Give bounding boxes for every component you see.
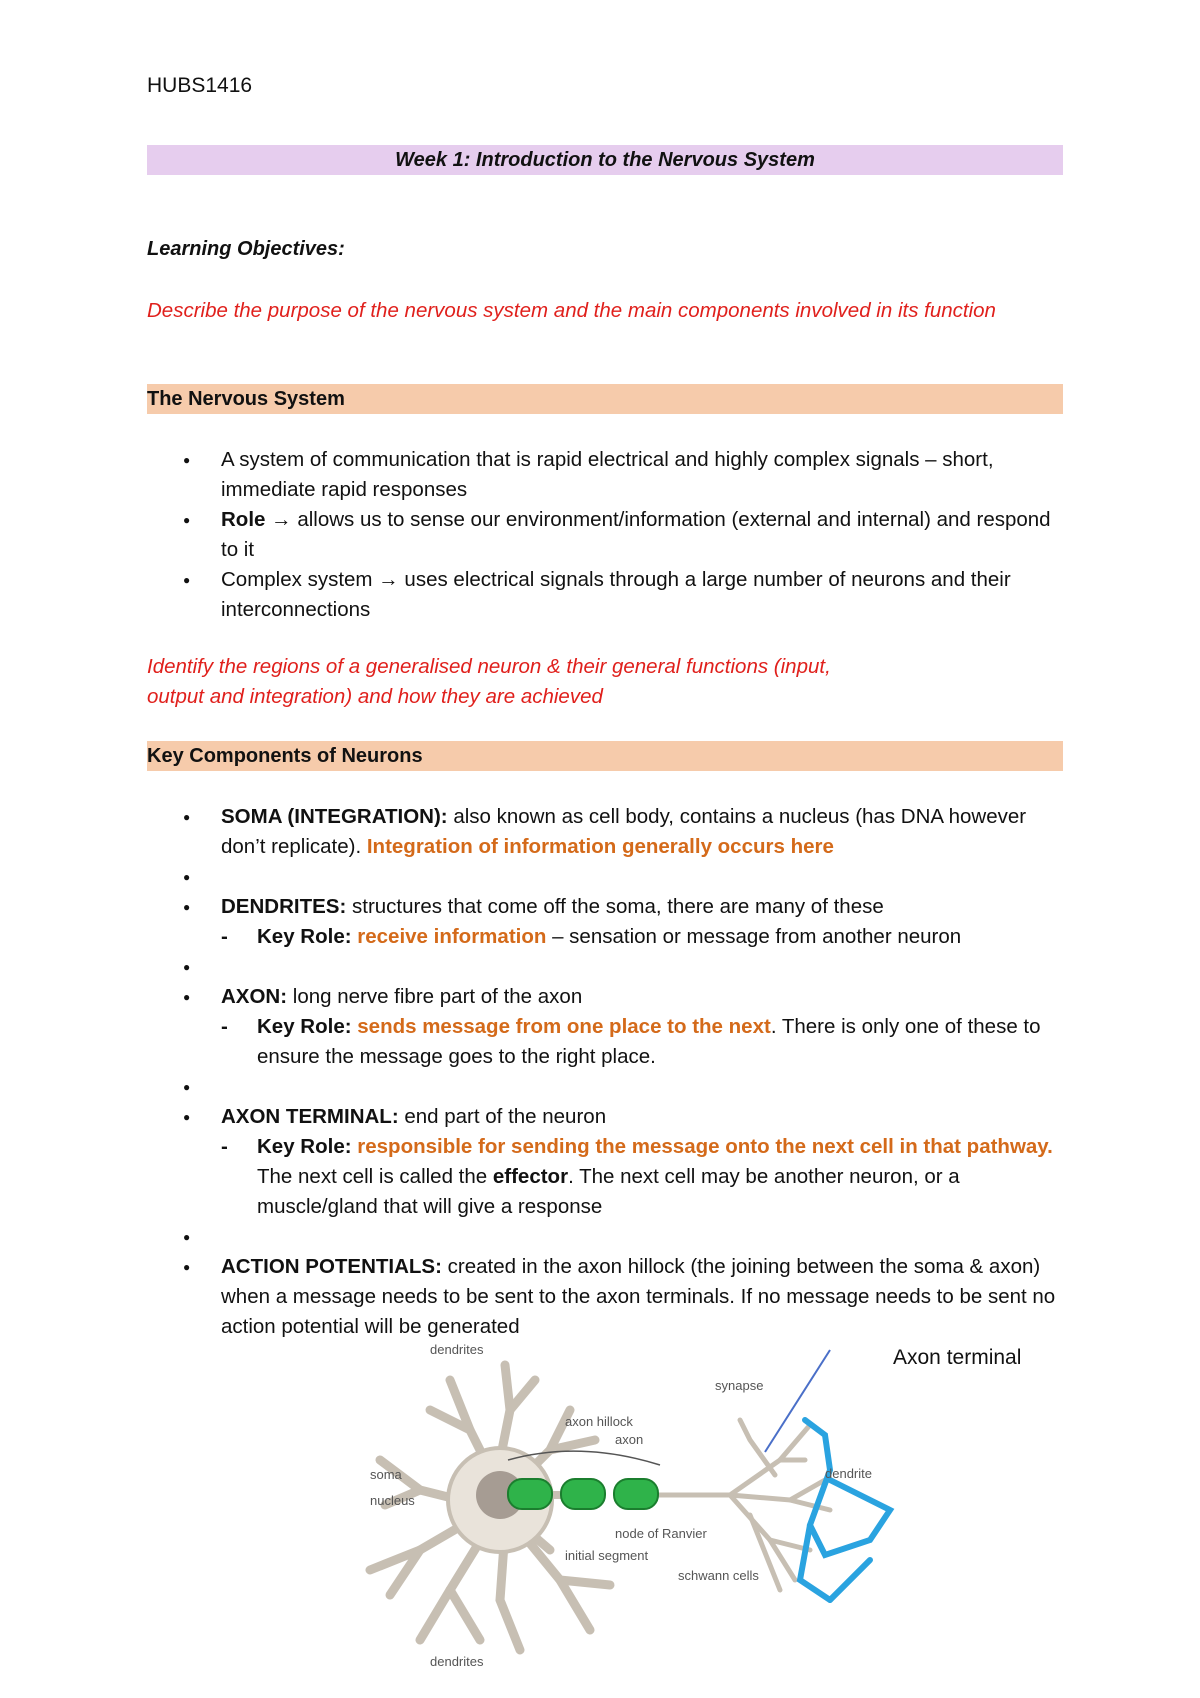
objective-2-line-2: output and integration) and how they are achieved [147,685,603,708]
label-axon-hillock: axon hillock [565,1414,633,1429]
postsynaptic-dendrite [800,1420,890,1600]
label-nucleus: nucleus [370,1493,415,1508]
list-item-dendrites: ● DENDRITES: structures that come off the soma, there are many of these - Key Role: receive information – sensation or message from another neuron [147,892,1063,952]
course-code: HUBS1416 [147,74,253,97]
label-dendrite: dendrite [825,1466,872,1481]
label-dendrites-top: dendrites [430,1342,484,1357]
list-item-soma: ● SOMA (INTEGRATION): also known as cell body, contains a nucleus (has DNA however don’t replicate). Integration of information generally occurs here [147,802,1063,862]
myelin-sheath [508,1479,552,1509]
list-item: ● Complex system → uses electrical signals through a large number of neurons and their interconnections [147,565,1063,625]
axon-terminal-annotation: Axon terminal [893,1346,1022,1369]
myelin-sheath [614,1479,658,1509]
list-item-axon: ● AXON: long nerve fibre part of the axon - Key Role: sends message from one place to the next. There is only one of these to ensure the message goes to the right place. [147,982,1063,1072]
objective-2 [147,652,1047,712]
learning-objectives-label: Learning Objectives: [147,238,345,260]
list-item-axon-terminal: ● AXON TERMINAL: end part of the neuron - Key Role: responsible for sending the message onto the next cell in that pathway. The next cell is called the effector. The next cell may be another neuron, or a muscle/gland that will give a response [147,1102,1063,1222]
key-components-bullets [147,802,1063,1342]
sub-item: - Key Role: sends message from one place to the next. There is only one of these to ensure the message goes to the right place. [147,1012,1063,1072]
page-title: Week 1: Introduction to the Nervous System [147,145,1063,175]
label-soma: soma [370,1467,402,1482]
label-dendrites-bottom: dendrites [430,1654,484,1669]
label-schwann-cells: schwann cells [678,1568,759,1583]
sub-item: - Key Role: receive information – sensation or message from another neuron [147,922,1063,952]
list-item-action-potentials: ● ACTION POTENTIALS: created in the axon hillock (the joining between the soma & axon) when a message needs to be sent to the axon terminals. If no message needs to be sent no action potential will be generated [147,1252,1063,1342]
neuron-diagram [310,1340,900,1675]
section-heading-nervous-system [147,384,1063,414]
sub-item: - Key Role: responsible for sending the message onto the next cell in that pathway. The next cell is called the effector. The next cell may be another neuron, or a muscle/gland that will give a response [147,1132,1063,1222]
objective-2-line-1: Identify the regions of a generalised neuron & their general functions (input, [147,655,831,678]
list-item: ● Role → allows us to sense our environment/information (external and internal) and respond to it [147,505,1063,565]
list-item: ● A system of communication that is rapid electrical and highly complex signals – short, immediate rapid responses [147,445,1063,505]
label-synapse: synapse [715,1378,764,1393]
section-heading-text: The Nervous System [147,388,345,410]
nervous-system-bullets [147,445,1063,625]
objective-1: Describe the purpose of the nervous system and the main components involved in its function [147,299,996,322]
label-axon: axon [615,1432,644,1447]
myelin-sheath [561,1479,605,1509]
section-heading-key-components [147,741,1063,771]
label-node-of-ranvier: node of Ranvier [615,1526,707,1541]
label-initial-segment: initial segment [565,1548,649,1563]
section-heading-text: Key Components of Neurons [147,745,423,767]
